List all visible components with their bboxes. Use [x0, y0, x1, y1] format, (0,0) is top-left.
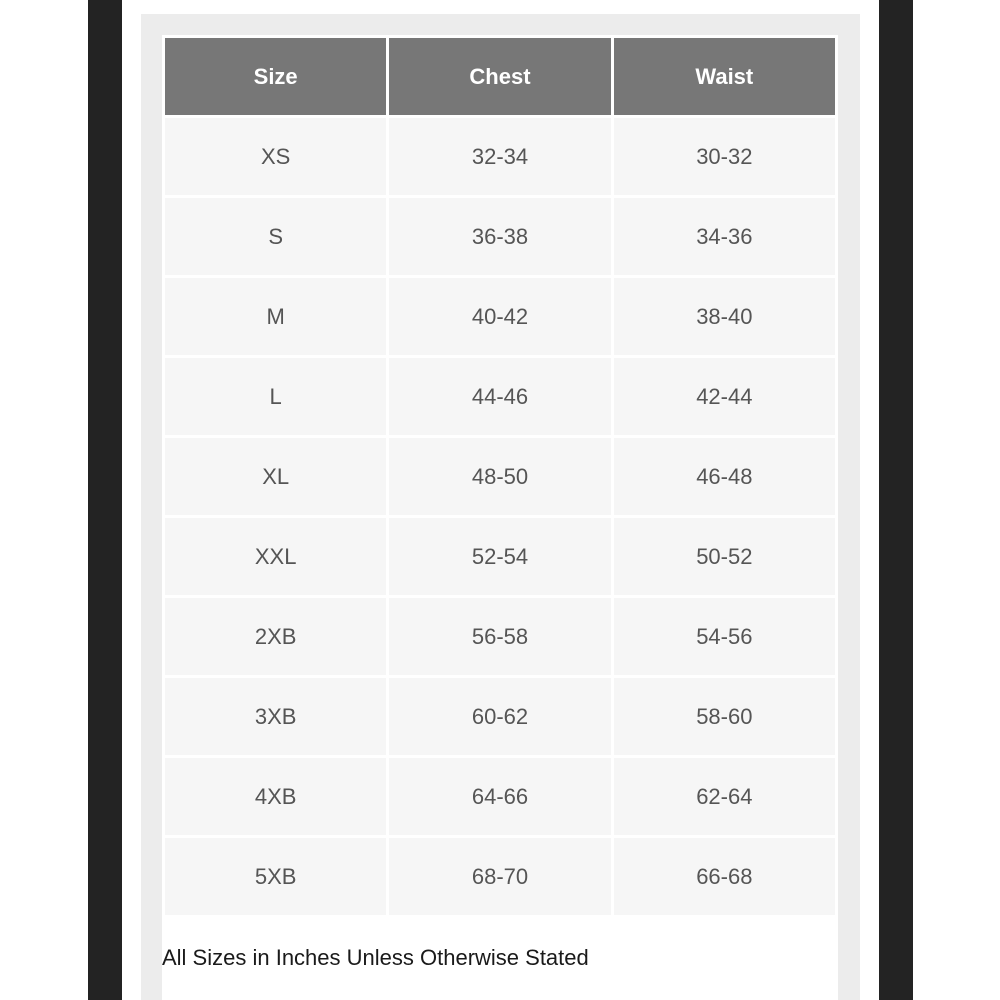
header-size: Size — [165, 38, 386, 115]
table-row — [165, 118, 835, 195]
size-cell: L — [165, 358, 386, 435]
waist-cell: 34-36 — [614, 198, 835, 275]
size-cell: M — [165, 278, 386, 355]
table-row — [165, 758, 835, 835]
size-cell: XL — [165, 438, 386, 515]
waist-cell: 50-52 — [614, 518, 835, 595]
size-cell: 5XB — [165, 838, 386, 915]
table-row — [165, 198, 835, 275]
size-cell: 3XB — [165, 678, 386, 755]
table-row — [165, 438, 835, 515]
size-chart-container — [162, 35, 838, 915]
left-frame-bar — [88, 0, 122, 1000]
table-row — [165, 518, 835, 595]
size-cell: 4XB — [165, 758, 386, 835]
waist-cell: 42-44 — [614, 358, 835, 435]
table-row — [165, 678, 835, 755]
footnote-area — [162, 915, 838, 1000]
table-row — [165, 838, 835, 915]
right-frame-bar — [879, 0, 913, 1000]
waist-cell: 58-60 — [614, 678, 835, 755]
chest-cell: 40-42 — [389, 278, 610, 355]
header-waist: Waist — [614, 38, 835, 115]
waist-cell: 30-32 — [614, 118, 835, 195]
table-row — [165, 358, 835, 435]
header-row — [165, 38, 835, 115]
chest-cell: 36-38 — [389, 198, 610, 275]
chest-cell: 48-50 — [389, 438, 610, 515]
chest-cell: 68-70 — [389, 838, 610, 915]
footnote-text: All Sizes in Inches Unless Otherwise Stated — [162, 945, 589, 970]
size-chart-table — [162, 35, 838, 918]
waist-cell: 38-40 — [614, 278, 835, 355]
chest-cell: 32-34 — [389, 118, 610, 195]
size-cell: S — [165, 198, 386, 275]
chest-cell: 52-54 — [389, 518, 610, 595]
waist-cell: 62-64 — [614, 758, 835, 835]
waist-cell: 46-48 — [614, 438, 835, 515]
chest-cell: 56-58 — [389, 598, 610, 675]
waist-cell: 54-56 — [614, 598, 835, 675]
chest-cell: 64-66 — [389, 758, 610, 835]
chest-cell: 60-62 — [389, 678, 610, 755]
size-cell: XXL — [165, 518, 386, 595]
table-row — [165, 598, 835, 675]
chest-cell: 44-46 — [389, 358, 610, 435]
header-chest: Chest — [389, 38, 610, 115]
size-cell: 2XB — [165, 598, 386, 675]
table-row — [165, 278, 835, 355]
waist-cell: 66-68 — [614, 838, 835, 915]
size-cell: XS — [165, 118, 386, 195]
